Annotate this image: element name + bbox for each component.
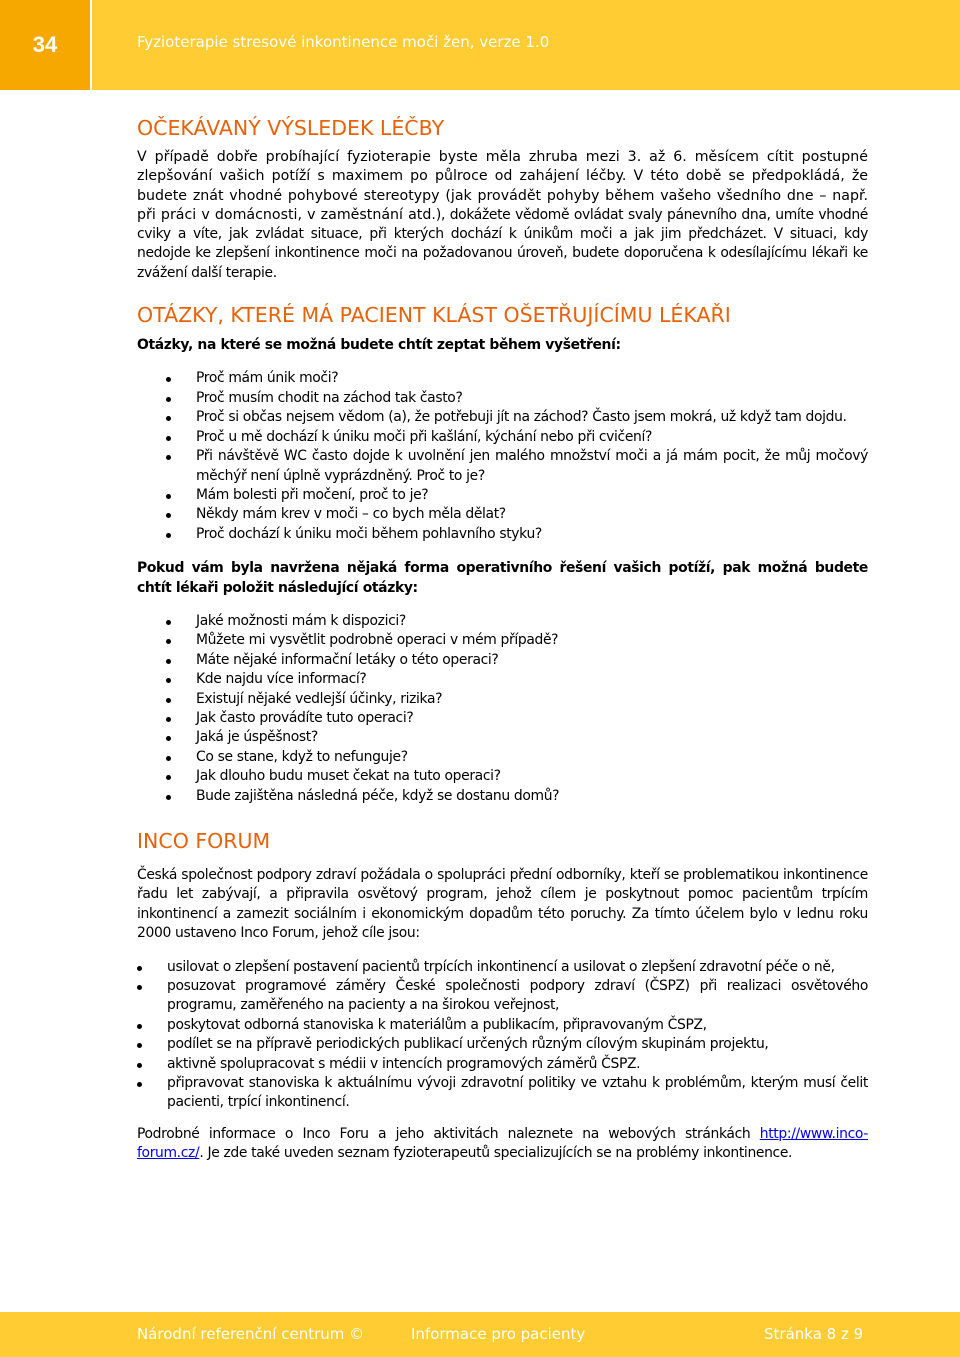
list-item: Někdy mám krev v moči – co bych měla dělat?	[137, 505, 868, 524]
expected-result-paragraph	[137, 148, 868, 283]
list-item: posuzovat programové záměry České společnosti podpory zdraví (ČSPZ) při realizaci osvětového programu, zaměřeného na pacienty a na širokou veřejnost,	[137, 977, 868, 1016]
page-header	[0, 0, 960, 90]
list-item: Co se stane, když to nefunguje?	[137, 748, 868, 767]
list-item: Proč si občas nejsem vědom (a), že potřebuji jít na záchod? Často jsem mokrá, už když tam dojdu.	[137, 408, 868, 427]
questions-list-exam	[137, 369, 868, 544]
expected-result-text-b: ), dokážete vědomě ovládat svaly pánevního dna, umíte vhodné cviky a víte, jak zvládat situace, při kterých dochází k únikům moči a jak jim předcházet. V situaci, kdy nedojde ke zlepšení inkontinence moči na požadovanou úroveň, budete doporučena k odesílajícímu lékaři ke zvážení další terapie.	[137, 206, 868, 281]
inco-forum-outro	[137, 1125, 868, 1164]
header-divider	[90, 0, 92, 90]
footer-page-indicator: Stránka 8 z 9	[764, 1325, 864, 1343]
list-item: připravovat stanoviska k aktuálnímu vývoji zdravotní politiky ve vztahu k problémům, kterým musí čelit pacienti, trpící inkontinencí.	[137, 1074, 868, 1113]
list-item: Proč dochází k úniku moči během pohlavního styku?	[137, 525, 868, 544]
inco-forum-goals-list	[137, 958, 868, 1113]
list-item: Jaká je úspěšnost?	[137, 728, 868, 747]
list-item: Bude zajištěna následná péče, když se dostanu domů?	[137, 787, 868, 806]
list-item: Proč musím chodit na záchod tak často?	[137, 389, 868, 408]
list-item: aktivně spolupracovat s médii v intencích programových záměrů ČSPZ.	[137, 1055, 868, 1074]
document-title: Fyzioterapie stresové inkontinence moči žen, verze 1.0	[137, 33, 550, 51]
page-number-badge: 34	[0, 0, 90, 90]
page-footer	[0, 1312, 960, 1357]
footer-left-text: Národní referenční centrum ©	[137, 1325, 365, 1343]
page-content	[137, 113, 868, 1164]
list-item: poskytovat odborná stanoviska k materiálům a publikacím, připravovaným ČSPZ,	[137, 1016, 868, 1035]
list-item: Existují nějaké vedlejší účinky, rizika?	[137, 690, 868, 709]
list-item: Kde najdu více informací?	[137, 670, 868, 689]
inco-forum-intro: Česká společnost podpory zdraví požádala o spolupráci přední odborníky, kteří se problematikou inkontinence řadu let zabývají, a připravila osvětový program, jehož cílem je poskytnout pomoc pacientům trpícím inkontinencí a zamezit sociálním i ekonomickým dopadům této poruchy. Za tímto účelem bylo v lednu roku 2000 ustaveno Inco Forum, jehož cíle jsou:	[137, 867, 868, 942]
questions-subheading-surgery: Pokud vám byla navržena nějaká forma operativního řešení vašich potíží, pak možná budete chtít lékaři položit následující otázky:	[137, 560, 868, 596]
list-item: Jaké možnosti mám k dispozici?	[137, 612, 868, 631]
list-item: Jak často provádíte tuto operaci?	[137, 709, 868, 728]
list-item: podílet se na přípravě periodických publikací určených různým cílovým skupinám projektu,	[137, 1035, 868, 1054]
questions-list-surgery	[137, 612, 868, 806]
list-item: Při návštěvě WC často dojde k uvolnění jen malého množství moči a já mám pocit, že můj močový měchýř není úplně vyprázdněný. Proč to je?	[137, 447, 868, 486]
section-heading-expected-result: OČEKÁVANÝ VÝSLEDEK LÉČBY	[137, 116, 445, 140]
expected-result-text-a: V případě dobře probíhající fyzioterapie byste měla zhruba mezi 3. až 6. měsícem cítit postupné zlepšování vašich potíží s maximem po půlroce od zahájení léčby. V této době se předpokládá, že budete znát vhodné pohybové stereotypy (jak provádět pohyby během vašeho všedního dne – např. při práci v domácnosti, v zaměstnání atd.	[137, 149, 868, 223]
footer-center-text: Informace pro pacienty	[411, 1325, 586, 1343]
inco-forum-link[interactable]: http://www.inco-forum.cz/	[137, 1125, 868, 1162]
list-item: Jak dlouho budu muset čekat na tuto operaci?	[137, 767, 868, 786]
section-heading-inco-forum: INCO FORUM	[137, 829, 271, 854]
list-item: usilovat o zlepšení postavení pacientů trpících inkontinencí a usilovat o zlepšení zdravotní péče o ně,	[137, 958, 868, 977]
outro-text-after: . Je zde také uveden seznam fyzioterapeutů specializujících se na problémy inkontinence.	[199, 1145, 793, 1162]
questions-subheading-exam: Otázky, na které se možná budete chtít zeptat během vyšetření:	[137, 337, 621, 354]
list-item: Máte nějaké informační letáky o této operaci?	[137, 651, 868, 670]
list-item: Proč mám únik moči?	[137, 369, 868, 388]
outro-text-before: Podrobné informace o Inco Foru a jeho aktivitách naleznete na webových stránkách	[137, 1125, 760, 1142]
section-heading-questions: OTÁZKY, KTERÉ MÁ PACIENT KLÁST OŠETŘUJÍCÍMU LÉKAŘI	[137, 303, 731, 328]
list-item: Proč u mě dochází k úniku moči při kašlání, kýchání nebo při cvičení?	[137, 428, 868, 447]
list-item: Mám bolesti při močení, proč to je?	[137, 486, 868, 505]
list-item: Můžete mi vysvětlit podrobně operaci v mém případě?	[137, 631, 868, 650]
